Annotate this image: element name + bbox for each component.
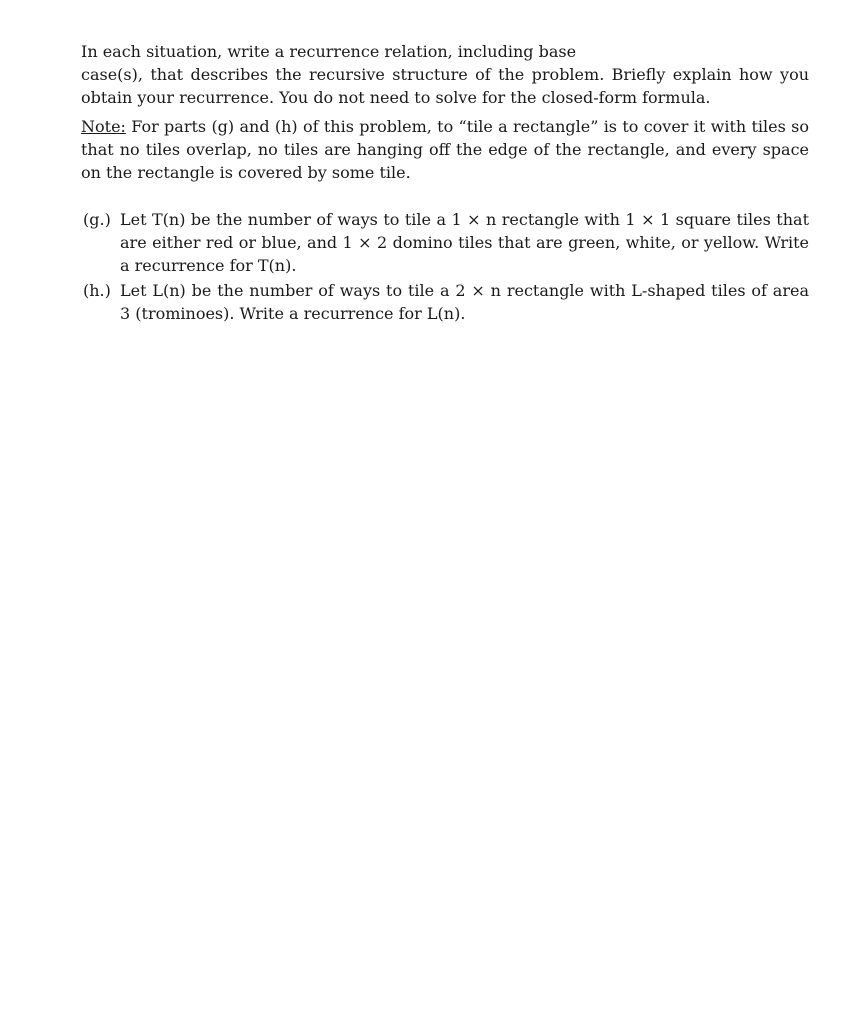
note-text: For parts (g) and (h) of this problem, to “tile a rectangle” is to cover it with tiles so that no tiles overlap, no tiles are hanging off the edge of the rectangle, and every space on the rectangle is covered by some tile. (81, 117, 809, 182)
part-g-label: (g.) (83, 210, 111, 229)
part-g (81, 208, 809, 277)
part-g-text: Let T(n) be the number of ways to tile a 1 × n rectangle with 1 × 1 square tiles that are either red or blue, and 1 × 2 domino tiles that are green, white, or yellow. Write a recurrence for T(n). (120, 210, 809, 275)
problem-page (81, 40, 809, 327)
problem-parts-list (81, 208, 809, 325)
part-h-text: Let L(n) be the number of ways to tile a 2 × n rectangle with L-shaped tiles of area 3 (trominoes). Write a recurrence for L(n). (120, 281, 809, 323)
intro-paragraph: case(s), that describes the recursive structure of the problem. Briefly explain how you obtain your recurrence. You do not need to solve for the closed-form formula. (81, 65, 809, 107)
note-label: Note: (81, 117, 126, 136)
intro-first-line: In each situation, write a recurrence relation, including base (81, 42, 577, 61)
part-h (81, 279, 809, 325)
note-paragraph (81, 115, 809, 184)
part-h-label: (h.) (83, 281, 111, 300)
